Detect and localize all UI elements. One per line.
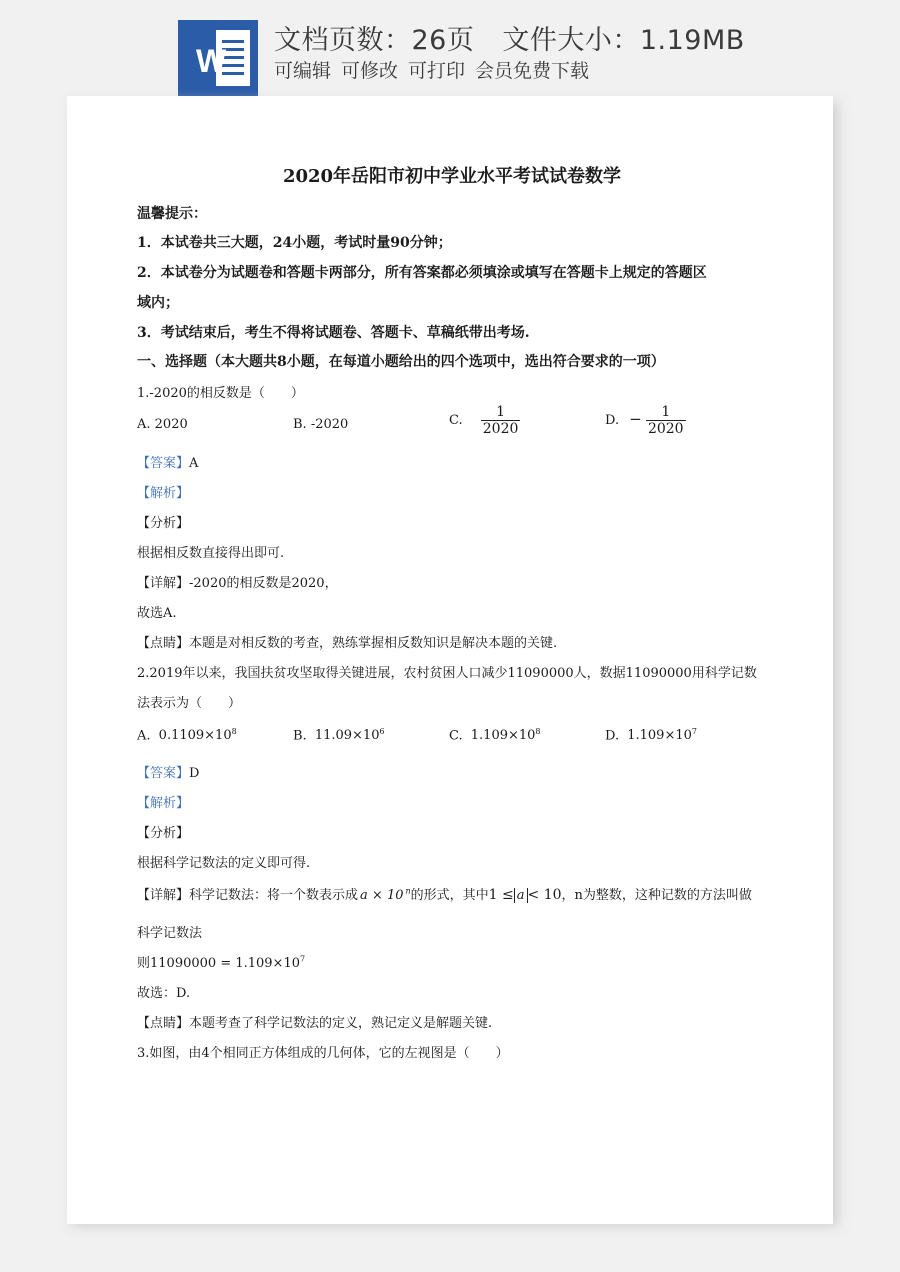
answer-value: A: [189, 456, 199, 471]
fraction-denominator: 2020: [482, 421, 519, 438]
q2-calculation: [137, 952, 305, 971]
detail-text: ，n为整数，这种记数的方法叫做: [561, 888, 752, 903]
question-1-stem: 1.-2020的相反数是（ ）: [137, 386, 304, 401]
math-form-exponent: n: [405, 886, 411, 896]
q2-answer: [137, 762, 199, 781]
fraction-denominator: 2020: [647, 421, 684, 438]
comment-tag: 【点睛】: [137, 636, 190, 651]
q1-option-c-label: C.: [449, 413, 463, 429]
comment-text: 本题考查了科学记数法的定义，熟记定义是解题关键.: [189, 1016, 493, 1031]
option-exponent: 6: [379, 727, 385, 736]
file-info: [274, 18, 745, 58]
q1-option-b: B. -2020: [293, 417, 349, 432]
question-2-stem: 2.2019年以来，我国扶贫攻坚取得关键进展，农村贫困人口减少11090000人，数据11090000用科学记数: [137, 666, 757, 681]
q1-option-c-fraction: [481, 404, 521, 437]
option-exponent: 8: [535, 727, 541, 736]
q1-choose: 故选A.: [137, 606, 177, 621]
q1-option-d-label: D.: [605, 413, 620, 429]
option-label: B.: [293, 728, 307, 744]
q1-analysis-tag: 【解析】: [137, 486, 190, 501]
detail-text: -2020的相反数是2020，: [189, 576, 338, 591]
word-icon-letter: W: [196, 43, 227, 79]
fraction-numerator: 1: [481, 404, 521, 421]
comment-text: 本题是对相反数的考查，熟练掌握相反数知识是解决本题的关键.: [189, 636, 558, 651]
math-ineq-right: < 10: [527, 887, 562, 903]
feature-list: [274, 56, 599, 83]
q2-option-d: [605, 727, 697, 743]
feature-member-download: 会员免费下载: [475, 60, 590, 82]
q1-detail: [137, 572, 338, 591]
minus-sign: −: [629, 410, 642, 429]
detail-text: 的形式，其中: [410, 888, 489, 903]
option-exponent: 7: [691, 727, 697, 736]
section-heading: 一、选择题（本大题共8小题，在每道小题给出的四个选项中，选出符合要求的一项）: [137, 354, 665, 370]
download-banner: [0, 0, 900, 100]
tips-heading: 温馨提示：: [137, 206, 207, 222]
q1-comment: [137, 632, 557, 651]
feature-editable: 可编辑: [274, 60, 332, 82]
answer-value: D: [189, 766, 200, 781]
page-count: 文档页数：26页: [274, 25, 475, 56]
calc-value: 11090000 = 1.109×10: [150, 956, 300, 971]
tip-3: 3．考试结束后，考生不得将试题卷、答题卡、草稿纸带出考场.: [137, 325, 530, 341]
question-2-stem-cont: 法表示为（ ）: [137, 696, 242, 711]
question-3-stem: 3.如图，由4个相同正方体组成的几何体，它的左视图是（ ）: [137, 1046, 509, 1061]
math-form: a × 10: [360, 888, 404, 903]
tip-2-cont: 域内；: [137, 295, 179, 311]
q2-detail: [137, 884, 752, 903]
option-exponent: 8: [231, 727, 237, 736]
tip-2: 2．本试卷分为试题卷和答题卡两部分，所有答案都必须填涂或填写在答题卡上规定的答题区: [137, 265, 707, 281]
q2-option-c: [449, 727, 541, 743]
option-label: C.: [449, 728, 463, 744]
feature-printable: 可打印: [408, 60, 466, 82]
option-label: D.: [605, 728, 620, 744]
math-abs-value: a: [514, 888, 528, 903]
q2-option-b: [293, 727, 385, 743]
q1-answer: [137, 452, 198, 471]
document-title: 2020年岳阳市初中学业水平考试试卷数学: [282, 166, 622, 187]
detail-text: 科学记数法：将一个数表示成: [189, 888, 359, 903]
q2-analysis-tag: 【解析】: [137, 796, 190, 811]
calc-prefix: 则: [137, 956, 151, 971]
tip-1: 1．本试卷共三大题，24小题，考试时量90分钟；: [137, 235, 452, 251]
option-label: A.: [137, 728, 151, 744]
option-value: 0.1109×10: [158, 728, 232, 744]
q1-fenxi-tag: 【分析】: [137, 516, 190, 531]
detail-tag: 【详解】: [137, 576, 190, 591]
q2-fenxi-tag: 【分析】: [137, 826, 190, 841]
q1-fenxi: 根据相反数直接得出即可.: [137, 546, 285, 561]
option-value: 1.109×10: [627, 728, 692, 744]
q2-fenxi: 根据科学记数法的定义即可得.: [137, 856, 311, 871]
word-document-icon: [178, 20, 258, 96]
answer-tag: 【答案】: [137, 766, 190, 781]
q2-detail-cont: 科学记数法: [137, 926, 203, 941]
file-size: 文件大小：1.19MB: [502, 25, 745, 56]
answer-tag: 【答案】: [137, 456, 190, 471]
q1-option-d: [605, 404, 686, 437]
math-ineq-left: 1 ≤: [488, 887, 514, 903]
q1-option-d-fraction: [646, 404, 686, 437]
q2-option-a: [137, 727, 237, 743]
option-value: 11.09×10: [314, 728, 380, 744]
q2-comment: [137, 1012, 492, 1031]
q1-option-c: [449, 404, 520, 437]
calc-exponent: 7: [300, 954, 306, 964]
feature-modifiable: 可修改: [341, 60, 399, 82]
document-page: [67, 96, 833, 1224]
fraction-numerator: 1: [646, 404, 686, 421]
option-value: 1.109×10: [470, 728, 536, 744]
q1-option-a: A. 2020: [137, 417, 188, 432]
comment-tag: 【点睛】: [137, 1016, 190, 1031]
q2-choose: 故选：D.: [137, 986, 191, 1001]
detail-tag: 【详解】: [137, 888, 190, 903]
